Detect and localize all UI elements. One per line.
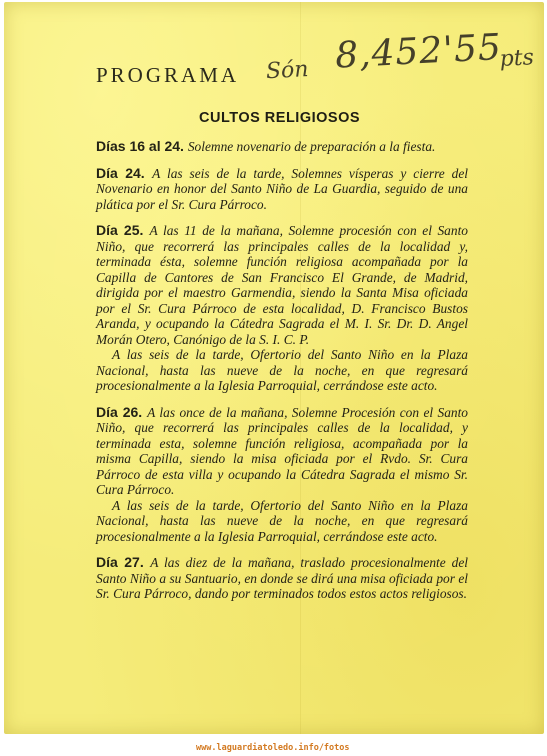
program-entry-25 [96, 223, 468, 394]
entry-text: A las diez de la mañana, traslado procesionalmente del Santo Niño a su Santuario, en donde se dirá una misa oficiada por el Sr. Cura Párroco, dando por terminados todos estos actos religiosos. [96, 555, 468, 601]
entry-day: Día 25. [96, 222, 150, 238]
program-entry-26 [96, 405, 468, 545]
entry-day: Día 26. [96, 403, 148, 420]
entry-text: A las 11 de la mañana, Solemne procesión con el Santo Niño, que recorrerá las principales calles de la localidad y, terminada ésta, solemne función religiosa acompañada por la Capilla de Cantores de San Francisco El Grande, de Madrid, dirigida por el maestro Garmendia, siendo la Santa Misa oficiada por el Sr. Cura Párroco de esta localidad, D. Francisco Bustos Aranda, y ocupando la Cátedra Sagrada el M. I. Sr. Dr. D. Angel Morán Otero, Canónigo de la S. I. C. P. [96, 223, 468, 347]
page-title: PROGRAMA [96, 63, 240, 87]
source-watermark: www.laguardiatoledo.info/fotos [196, 743, 350, 753]
program-entry-16-24 [96, 139, 468, 155]
program-entry-24 [96, 166, 468, 213]
entry-day: Día 27. [96, 554, 151, 570]
entry-text-continued: A las seis de la tarde, Ofertorio del Santo Niño en la Plaza Nacional, hasta las nueve de la noche, en que regresará procesionalmente a la Iglesia Parroquial, cerrándose este acto. [96, 497, 468, 544]
section-title: CULTOS RELIGIOSOS [199, 110, 361, 126]
handwritten-son: Són [265, 57, 310, 85]
program-body [96, 139, 468, 613]
entry-text: Solemne novenario de preparación a la fiesta. [187, 139, 436, 154]
entry-text: A las once de la mañana, Solemne Procesión con el Santo Niño, que recorrerá las principales calles de la localidad, y terminada esta, solemne función religiosa, acompañada por la misma Capilla, siendo la misa oficiada por el Rvdo. Sr. Cura Párroco de esta villa y ocupando la Cátedra Sagrada el mismo Sr. Cura Párroco. [96, 404, 469, 497]
program-entry-27 [96, 555, 468, 602]
entry-day: Días 16 al 24. [96, 138, 188, 154]
entry-text-continued: A las seis de la tarde, Ofertorio del Santo Niño en la Plaza Nacional, hasta las nueve de la noche, en que regresará procesionalmente a la Iglesia Parroquial, cerrándose este acto. [96, 347, 468, 393]
entry-day: Día 24. [96, 164, 153, 181]
handwritten-amount: 8,452'55 [334, 26, 503, 77]
handwritten-unit: pts [499, 45, 535, 72]
handwritten-note [260, 21, 547, 116]
entry-text: A las seis de la tarde, Solemnes vísperas y cierre del Novenario en honor del Santo Niño de La Guardia, seguido de una plática por el Sr. Cura Párroco. [96, 165, 469, 212]
